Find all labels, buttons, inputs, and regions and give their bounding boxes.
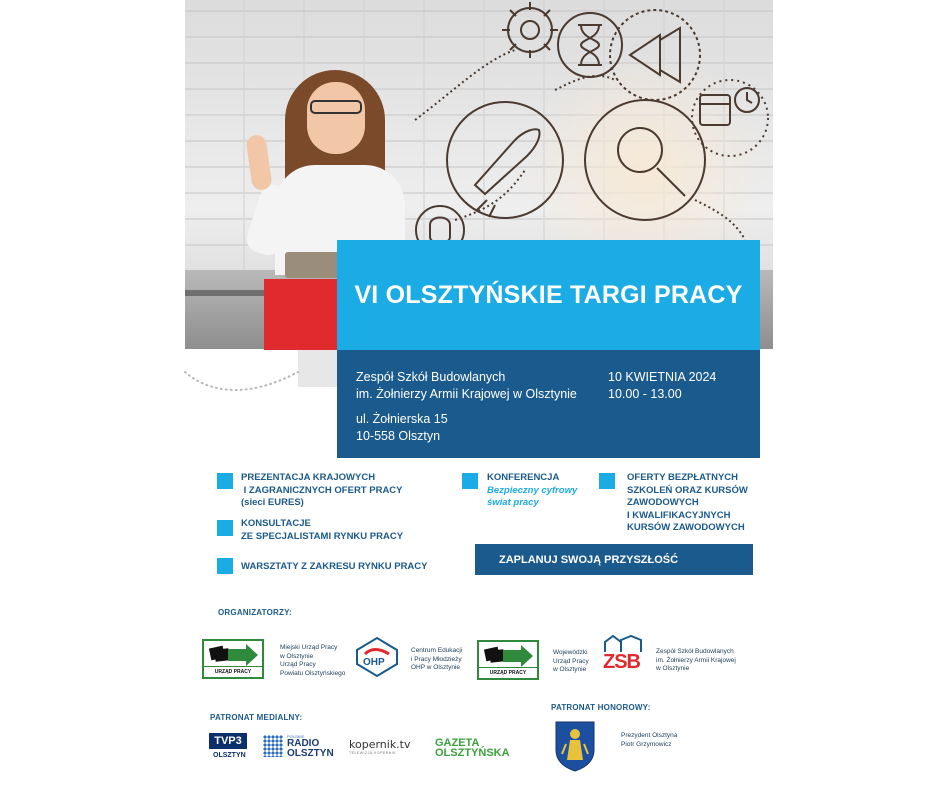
org-zsb-text: Zespół Szkół Budowlanych im. Żołnierzy Armii Krajowej w Olsztynie xyxy=(656,648,736,672)
bullet-square xyxy=(217,558,233,574)
address-postal: 10-558 Olsztyn xyxy=(356,429,441,443)
dotted-curve xyxy=(183,360,303,400)
zsb-logo: ZSB xyxy=(601,634,645,678)
bullet-square xyxy=(217,473,233,489)
honorary-patronage-label: PATRONAT HONOROWY: xyxy=(551,703,651,712)
bullet-square xyxy=(599,473,615,489)
urzad-pracy-logo: URZĄD PRACY xyxy=(202,639,264,679)
feature-workshops: WARSZTATY Z ZAKRESU RYNKU PRACY xyxy=(241,561,428,572)
magnifier-icon xyxy=(585,100,705,220)
plan-future-button[interactable] xyxy=(475,544,753,575)
org-wup-text: Wojewódzki Urząd Pracy w Olsztynie xyxy=(553,649,589,673)
rocket-icon xyxy=(447,102,563,218)
gazeta-olsztynska-logo: GAZETA OLSZTYŃSKA xyxy=(435,737,510,759)
gear-icon xyxy=(502,2,558,58)
red-accent-square xyxy=(264,279,337,350)
feature-conference: KONFERENCJA Bezpieczny cyfrowy świat pracy xyxy=(487,472,578,508)
venue xyxy=(356,369,577,403)
gray-accent-square xyxy=(298,350,337,387)
organizers-label: ORGANIZATORZY: xyxy=(218,608,292,617)
title-banner xyxy=(337,240,760,350)
address xyxy=(356,411,448,445)
tvp3-logo: TVP3 OLSZTYN xyxy=(209,733,247,763)
honorary-patron-text: Prezydent Olsztyna Piotr Grzymowicz xyxy=(621,732,678,748)
page-title: VI OLSZTYŃSKIE TARGI PRACY xyxy=(354,280,743,309)
kopernik-tv-logo: kopernik.tv TELEWIZJA KOPERNIK xyxy=(349,738,411,755)
plan-future-label: ZAPLANUJ SWOJĄ PRZYSZŁOŚĆ xyxy=(499,553,679,566)
radio-olsztyn-logo: POLSKIE RADIO OLSZTYN xyxy=(263,734,343,762)
bullet-square xyxy=(217,520,233,536)
venue-name: Zespół Szkół Budowlanych xyxy=(356,370,506,384)
event-info-box xyxy=(337,350,760,458)
event-time: 10.00 - 13.00 xyxy=(608,387,682,401)
org-mup-text: Miejski Urząd Pracy w Olsztynie Urząd Pracy Powiatu Olsztyńskiego xyxy=(280,644,346,677)
feature-training: OFERTY BEZPŁATNYCH SZKOLEŃ ORAZ KURSÓW ZAWODOWYCH I KWALIFIKACYJNYCH KURSÓW ZAWODOWYCH xyxy=(627,472,748,533)
feature-consultations: KONSULTACJE ZE SPECJALISTAMI RYNKU PRACY xyxy=(241,518,404,542)
bullet-square xyxy=(462,473,478,489)
calendar-icon xyxy=(700,95,730,125)
ohp-logo: OHP xyxy=(355,636,399,678)
date-time xyxy=(608,369,716,403)
venue-patron: im. Żołnierzy Armii Krajowej w Olsztynie xyxy=(356,387,577,401)
address-street: ul. Żołnierska 15 xyxy=(356,412,448,426)
media-patronage-label: PATRONAT MEDIALNY: xyxy=(210,713,303,722)
megaphone-icon xyxy=(610,10,700,100)
feature-job-offers: PREZENTACJA KRAJOWYCH I ZAGRANICZNYCH OFERT PRACY (sieci EURES) xyxy=(241,472,403,508)
event-date: 10 KWIETNIA 2024 xyxy=(608,370,717,384)
org-ohp-text: Centrum Edukacji i Pracy Młodzieży OHP w Olsztynie xyxy=(411,647,463,671)
urzad-pracy-logo-2: URZĄD PRACY xyxy=(477,640,539,680)
olsztyn-coat-of-arms xyxy=(554,720,596,772)
